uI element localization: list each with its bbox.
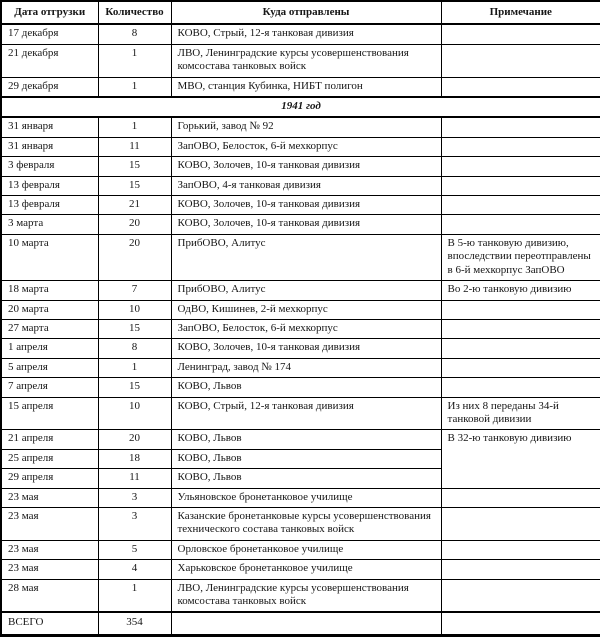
table-row: [1, 234, 600, 280]
destination-cell: ЗапОВО, Белосток, 6-й мехкорпус: [171, 319, 441, 338]
quantity-cell: 20: [98, 215, 171, 234]
note-cell: [441, 339, 600, 358]
note-cell: Из них 8 переданы 34-й танковой дивизии: [441, 397, 600, 430]
quantity-cell: 3: [98, 507, 171, 540]
destination-cell: КОВО, Золочев, 10-я танковая дивизия: [171, 196, 441, 215]
date-cell: 25 апреля: [1, 449, 98, 468]
date-cell: 21 декабря: [1, 44, 98, 77]
date-cell: 29 декабря: [1, 77, 98, 97]
table-row: [1, 176, 600, 195]
table-row: [1, 319, 600, 338]
destination-cell: ПрибОВО, Алитус: [171, 234, 441, 280]
year-divider-row: [1, 97, 600, 117]
table-header: [1, 1, 600, 24]
note-cell: [441, 176, 600, 195]
date-cell: 10 марта: [1, 234, 98, 280]
quantity-cell: 18: [98, 449, 171, 468]
column-header-destination: Куда отправлены: [171, 1, 441, 24]
note-cell: [441, 44, 600, 77]
date-cell: 18 марта: [1, 281, 98, 300]
total-row: [1, 612, 600, 635]
table-row: [1, 117, 600, 137]
quantity-cell: 1: [98, 358, 171, 377]
date-cell: 1 апреля: [1, 339, 98, 358]
destination-cell: КОВО, Львов: [171, 469, 441, 488]
quantity-cell: 15: [98, 176, 171, 195]
table-row: [1, 300, 600, 319]
destination-cell: ЛВО, Ленинградские курсы усовершенствования комсостава танковых войск: [171, 579, 441, 612]
note-cell: В 32-ю танковую дивизию: [441, 430, 600, 488]
table-row: [1, 540, 600, 559]
destination-cell: КОВО, Золочев, 10-я танковая дивизия: [171, 339, 441, 358]
date-cell: 23 мая: [1, 488, 98, 507]
date-cell: 3 февраля: [1, 157, 98, 176]
destination-cell: КОВО, Золочев, 10-я танковая дивизия: [171, 215, 441, 234]
quantity-cell: 8: [98, 24, 171, 44]
quantity-cell: 11: [98, 469, 171, 488]
date-cell: 3 марта: [1, 215, 98, 234]
date-cell: 31 января: [1, 137, 98, 156]
column-header-quantity: Количество: [98, 1, 171, 24]
date-cell: 15 апреля: [1, 397, 98, 430]
destination-cell: Горький, завод № 92: [171, 117, 441, 137]
date-cell: 23 мая: [1, 540, 98, 559]
total-destination-cell: [171, 612, 441, 635]
quantity-cell: 15: [98, 319, 171, 338]
table-row: [1, 430, 600, 449]
destination-cell: ЗапОВО, Белосток, 6-й мехкорпус: [171, 137, 441, 156]
destination-cell: Харьковское бронетанковое училище: [171, 560, 441, 579]
quantity-cell: 8: [98, 339, 171, 358]
table-row: [1, 196, 600, 215]
destination-cell: КОВО, Львов: [171, 378, 441, 397]
table-row: [1, 281, 600, 300]
note-cell: [441, 24, 600, 44]
quantity-cell: 4: [98, 560, 171, 579]
column-header-note: Примечание: [441, 1, 600, 24]
date-cell: 7 апреля: [1, 378, 98, 397]
note-cell: [441, 196, 600, 215]
date-cell: 29 апреля: [1, 469, 98, 488]
total-quantity: 354: [98, 612, 171, 635]
quantity-cell: 20: [98, 430, 171, 449]
note-cell: [441, 488, 600, 507]
quantity-cell: 1: [98, 77, 171, 97]
destination-cell: Орловское бронетанковое училище: [171, 540, 441, 559]
table-row: [1, 507, 600, 540]
total-label: ВСЕГО: [1, 612, 98, 635]
table-row: [1, 77, 600, 97]
destination-cell: Ленинград, завод № 174: [171, 358, 441, 377]
date-cell: 27 марта: [1, 319, 98, 338]
date-cell: 5 апреля: [1, 358, 98, 377]
destination-cell: ОдВО, Кишинев, 2-й мехкорпус: [171, 300, 441, 319]
note-cell: [441, 319, 600, 338]
table-row: [1, 579, 600, 612]
note-cell: Во 2-ю танковую дивизию: [441, 281, 600, 300]
note-cell: [441, 300, 600, 319]
quantity-cell: 1: [98, 579, 171, 612]
table-row: [1, 215, 600, 234]
table-row: [1, 137, 600, 156]
table-row: [1, 397, 600, 430]
date-cell: 21 апреля: [1, 430, 98, 449]
date-cell: 23 мая: [1, 560, 98, 579]
table-row: [1, 157, 600, 176]
destination-cell: ПрибОВО, Алитус: [171, 281, 441, 300]
quantity-cell: 10: [98, 300, 171, 319]
note-cell: [441, 137, 600, 156]
note-cell: [441, 77, 600, 97]
quantity-cell: 11: [98, 137, 171, 156]
date-cell: 13 февраля: [1, 176, 98, 195]
date-cell: 17 декабря: [1, 24, 98, 44]
table-row: [1, 44, 600, 77]
date-cell: 23 мая: [1, 507, 98, 540]
destination-cell: Казанские бронетанковые курсы усовершенствования технического состава танковых войск: [171, 507, 441, 540]
note-cell: В 5-ю танковую дивизию, впоследствии переотправлены в 6-й мехкорпус ЗапОВО: [441, 234, 600, 280]
note-cell: [441, 215, 600, 234]
date-cell: 20 марта: [1, 300, 98, 319]
quantity-cell: 21: [98, 196, 171, 215]
destination-cell: МВО, станция Кубинка, НИБТ полигон: [171, 77, 441, 97]
quantity-cell: 1: [98, 117, 171, 137]
quantity-cell: 15: [98, 378, 171, 397]
table-row: [1, 488, 600, 507]
year-divider-section: [1, 97, 600, 117]
destination-cell: КОВО, Львов: [171, 430, 441, 449]
note-cell: [441, 507, 600, 540]
note-cell: [441, 579, 600, 612]
table-row: [1, 24, 600, 44]
destination-cell: КОВО, Стрый, 12-я танковая дивизия: [171, 397, 441, 430]
rows-section-1940: [1, 24, 600, 97]
date-cell: 31 января: [1, 117, 98, 137]
destination-cell: КОВО, Золочев, 10-я танковая дивизия: [171, 157, 441, 176]
note-cell: [441, 157, 600, 176]
destination-cell: КОВО, Львов: [171, 449, 441, 468]
quantity-cell: 20: [98, 234, 171, 280]
column-header-shipment-date: Дата отгрузки: [1, 1, 98, 24]
quantity-cell: 15: [98, 157, 171, 176]
quantity-cell: 5: [98, 540, 171, 559]
destination-cell: ЗапОВО, 4-я танковая дивизия: [171, 176, 441, 195]
quantity-cell: 7: [98, 281, 171, 300]
quantity-cell: 3: [98, 488, 171, 507]
year-divider-label: 1941 год: [1, 97, 600, 117]
total-section: [1, 612, 600, 635]
table-row: [1, 560, 600, 579]
note-cell: [441, 117, 600, 137]
quantity-cell: 10: [98, 397, 171, 430]
quantity-cell: 1: [98, 44, 171, 77]
destination-cell: ЛВО, Ленинградские курсы усовершенствования комсостава танковых войск: [171, 44, 441, 77]
table-row: [1, 339, 600, 358]
destination-cell: КОВО, Стрый, 12-я танковая дивизия: [171, 24, 441, 44]
date-cell: 28 мая: [1, 579, 98, 612]
note-cell: [441, 560, 600, 579]
note-cell: [441, 540, 600, 559]
note-cell: [441, 378, 600, 397]
table-row: [1, 378, 600, 397]
note-cell: [441, 358, 600, 377]
date-cell: 13 февраля: [1, 196, 98, 215]
header-row: [1, 1, 600, 24]
destination-cell: Ульяновское бронетанковое училище: [171, 488, 441, 507]
total-note-cell: [441, 612, 600, 635]
table-row: [1, 358, 600, 377]
rows-section-1941: [1, 117, 600, 612]
